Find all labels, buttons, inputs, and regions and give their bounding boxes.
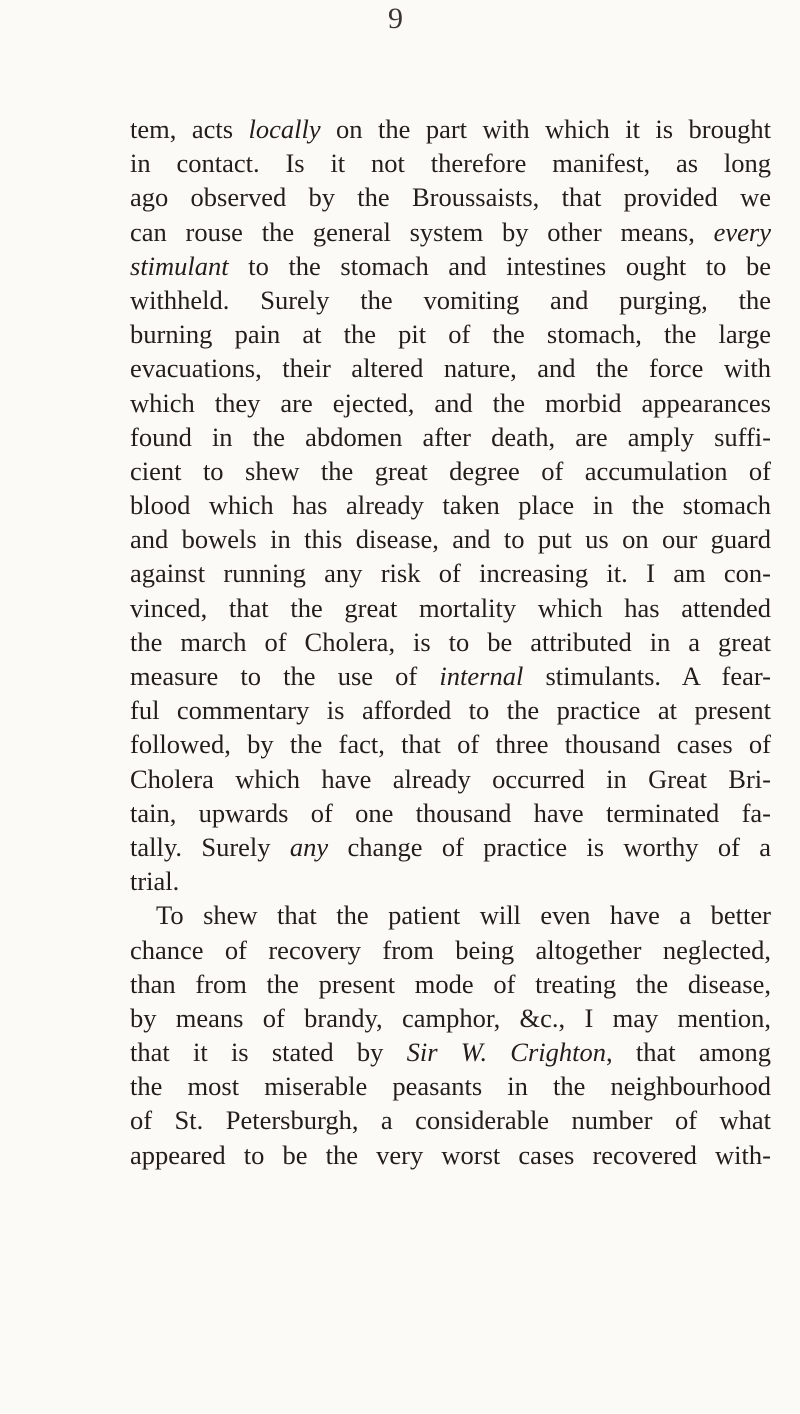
text-segment: burning pain at the pit of the stomach, the large bbox=[130, 319, 771, 350]
text-segment: by means of brandy, camphor, &c., I may mention, bbox=[130, 1002, 771, 1033]
italic-text: locally bbox=[248, 114, 321, 144]
text-segment: that it is stated by bbox=[130, 1037, 407, 1068]
text-segment: withheld. Surely the vomiting and purging, the bbox=[130, 284, 771, 315]
text-segment: followed, by the fact, that of three thousand cases of bbox=[130, 729, 771, 760]
text-segment: ago observed by the Broussaists, that provided we bbox=[130, 182, 771, 213]
text-segment: To shew that the patient will even have a better bbox=[156, 900, 771, 931]
text-segment: to the stomach and intestines ought to be bbox=[228, 250, 771, 281]
text-line bbox=[130, 112, 771, 146]
text-segment: tally. Surely bbox=[130, 831, 290, 862]
text-segment: can rouse the general system by other means, bbox=[130, 216, 714, 247]
text-line bbox=[130, 454, 771, 488]
text-line bbox=[130, 864, 771, 898]
text-segment: on the part with which it is brought bbox=[320, 114, 771, 144]
text-segment: change of practice is worthy of a bbox=[328, 831, 771, 862]
page-number: 9 bbox=[388, 2, 403, 35]
text-line bbox=[130, 591, 771, 625]
text-segment: vinced, that the great mortality which has attended bbox=[130, 592, 771, 623]
text-segment: of St. Petersburgh, a considerable number of what bbox=[130, 1105, 771, 1136]
text-segment: appeared to be the very worst cases recovered with- bbox=[130, 1139, 771, 1170]
text-line bbox=[130, 659, 771, 693]
text-line bbox=[130, 1001, 771, 1035]
italic-text: Sir W. Crighton bbox=[406, 1037, 607, 1068]
text-line bbox=[130, 898, 771, 932]
text-line bbox=[130, 215, 771, 249]
text-line bbox=[130, 830, 771, 864]
italic-text: stimulant bbox=[130, 250, 229, 281]
text-line bbox=[130, 933, 771, 967]
text-segment: found in the abdomen after death, are amply suffi- bbox=[130, 421, 771, 452]
text-segment: which they are ejected, and the morbid appearances bbox=[130, 387, 771, 418]
text-segment: and bowels in this disease, and to put us on our guard bbox=[130, 524, 771, 555]
text-segment: against running any risk of increasing it. I am con- bbox=[130, 558, 771, 589]
text-segment: cient to shew the great degree of accumulation of bbox=[130, 455, 771, 486]
text-segment: the most miserable peasants in the neighbourhood bbox=[130, 1071, 771, 1102]
text-line bbox=[130, 283, 771, 317]
text-line bbox=[130, 488, 771, 522]
text-line bbox=[130, 762, 771, 796]
text-segment: the march of Cholera, is to be attributed in a great bbox=[130, 626, 771, 657]
text-line bbox=[130, 386, 771, 420]
text-segment: , that among bbox=[606, 1037, 771, 1068]
text-segment: stimulants. A fear- bbox=[523, 661, 771, 691]
text-segment: evacuations, their altered nature, and the force with bbox=[130, 353, 771, 384]
text-segment: Cholera which have already occurred in Great Bri- bbox=[130, 763, 771, 794]
italic-text: every bbox=[713, 216, 771, 247]
text-line bbox=[130, 249, 771, 283]
text-line bbox=[130, 1103, 771, 1137]
text-segment: blood which has already taken place in the stomach bbox=[130, 490, 771, 521]
text-line bbox=[130, 625, 771, 659]
text-line bbox=[130, 420, 771, 454]
text-segment: tain, upwards of one thousand have terminated fa- bbox=[130, 797, 771, 828]
text-line bbox=[130, 1138, 771, 1172]
text-line bbox=[130, 796, 771, 830]
text-line bbox=[130, 556, 771, 590]
italic-text: internal bbox=[439, 661, 524, 691]
text-line bbox=[130, 1069, 771, 1103]
italic-text: any bbox=[289, 831, 329, 862]
text-segment: tem, acts bbox=[130, 114, 249, 144]
text-segment: chance of recovery from being altogether neglected, bbox=[130, 934, 771, 965]
text-line bbox=[130, 146, 771, 180]
text-segment: ful commentary is afforded to the practice at present bbox=[130, 695, 771, 726]
text-line bbox=[130, 522, 771, 556]
text-line bbox=[130, 1035, 771, 1069]
text-segment: measure to the use of bbox=[130, 661, 440, 691]
text-line bbox=[130, 727, 771, 761]
text-line bbox=[130, 967, 771, 1001]
text-line bbox=[130, 351, 771, 385]
text-line bbox=[130, 180, 771, 214]
text-line bbox=[130, 693, 771, 727]
text-segment: than from the present mode of treating the disease, bbox=[130, 968, 771, 999]
text-segment: in contact. Is it not therefore manifest, as long bbox=[130, 148, 771, 179]
text-line bbox=[130, 317, 771, 351]
body-text bbox=[130, 112, 771, 1172]
text-segment: trial. bbox=[130, 866, 180, 897]
